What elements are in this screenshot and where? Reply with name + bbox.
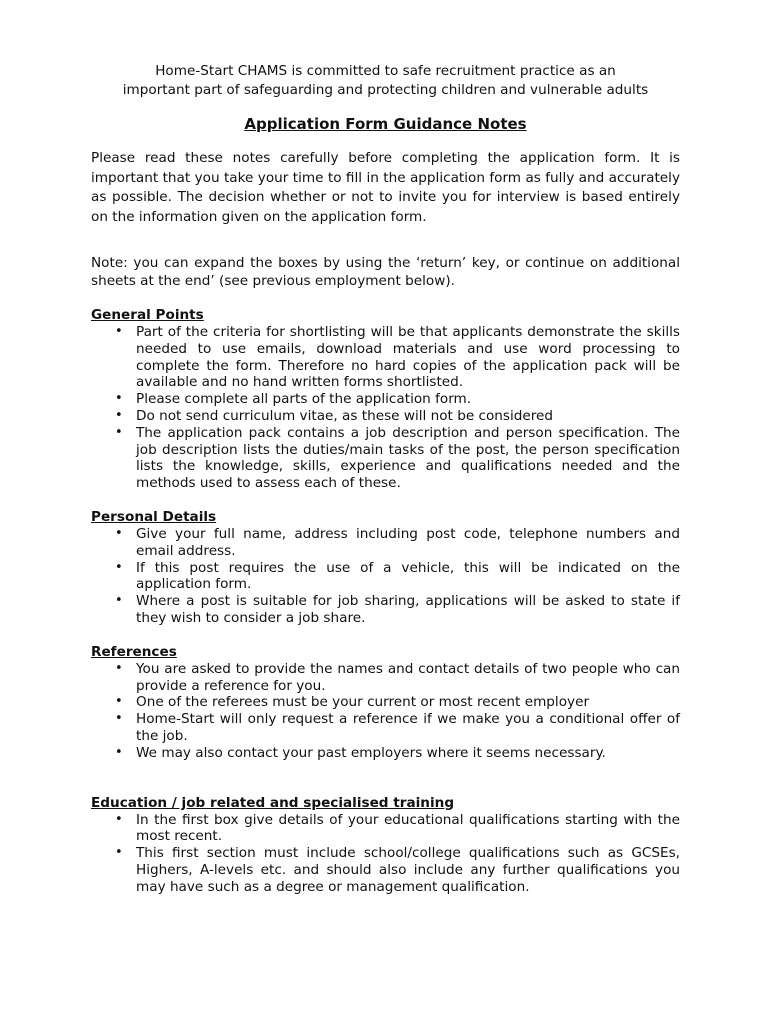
list-item — [91, 408, 680, 425]
bullet-icon: • — [115, 660, 123, 676]
list-item — [91, 425, 680, 492]
section-heading: Personal Details — [91, 508, 217, 525]
list-item-text: This first section must include school/college qualifications such as GCSEs, Highers, A-levels etc. and should also include any further qualifications you may have such as a degree or management qualification. — [136, 845, 680, 895]
list-item-text: The application pack contains a job description and person specification. The job description lists the duties/main tasks of the post, the person specification lists the knowledge, skills, experience and qualifications needed and the methods used to assess each of these. — [136, 424, 680, 492]
list-item-text: Part of the criteria for shortlisting will be that applicants demonstrate the skills needed to use emails, download materials and use word processing to complete the form. Therefore no hard copies of the application pack will be available and no hand written forms shortlisted. — [136, 324, 680, 391]
intro-line-1: Home-Start CHAMS is committed to safe recruitment practice as an — [155, 63, 616, 79]
list-item-text: We may also contact your past employers where it seems necessary. — [136, 744, 606, 761]
bullet-list — [91, 526, 680, 627]
bullet-icon: • — [115, 744, 123, 760]
intro-statement — [91, 62, 680, 100]
list-item — [91, 694, 680, 711]
list-item-text: Do not send curriculum vitae, as these will not be considered — [136, 407, 554, 424]
bullet-icon: • — [115, 407, 123, 423]
page-title: Application Form Guidance Notes — [244, 115, 527, 133]
section-heading: Education / job related and specialised training — [91, 794, 455, 811]
section-heading: General Points — [91, 307, 204, 323]
bullet-icon: • — [115, 811, 123, 827]
list-item — [91, 560, 680, 594]
list-item — [91, 324, 680, 391]
note-paragraph: Note: you can expand the boxes by using the ‘return’ key, or continue on additional sheets at the end’ (see previous employment below). — [91, 255, 680, 289]
section-general-points — [91, 307, 680, 492]
bullet-list — [91, 661, 680, 762]
bullet-icon: • — [115, 424, 123, 440]
list-item — [91, 526, 680, 560]
list-item — [91, 593, 680, 627]
bullet-icon: • — [115, 324, 123, 339]
bullet-list — [91, 812, 680, 896]
list-item-text: Where a post is suitable for job sharing, applications will be asked to state if they wish to consider a job share. — [136, 593, 680, 626]
list-item — [91, 711, 680, 745]
bullet-icon: • — [115, 711, 123, 727]
list-item — [91, 845, 680, 895]
list-item-text: You are asked to provide the names and contact details of two people who can provide a reference for you. — [136, 660, 680, 694]
section-heading: References — [91, 643, 177, 660]
list-item — [91, 745, 680, 762]
list-item-text: One of the referees must be your current or most recent employer — [136, 694, 590, 711]
intro-line-2: important part of safeguarding and protecting children and vulnerable adults — [122, 82, 649, 98]
bullet-icon: • — [115, 694, 123, 710]
list-item-text: If this post requires the use of a vehicle, this will be indicated on the application form. — [136, 559, 680, 593]
bullet-icon: • — [115, 559, 123, 575]
list-item — [91, 812, 680, 846]
list-item-text: In the first box give details of your educational qualifications starting with the most recent. — [136, 811, 680, 845]
list-item — [91, 661, 680, 695]
list-item-text: Please complete all parts of the application form. — [136, 391, 472, 408]
bullet-icon: • — [115, 845, 123, 861]
section-references — [91, 644, 680, 762]
intro-paragraph: Please read these notes carefully before completing the application form. It is important that you take your time to fill in the application form as fully and accurately as possible. The decision whether or not to invite you for interview is based entirely on the information given on the application form. — [91, 150, 680, 225]
list-item-text: Give your full name, address including post code, telephone numbers and email address. — [136, 525, 680, 559]
list-item — [91, 391, 680, 408]
bullet-icon: • — [115, 525, 123, 541]
bullet-icon: • — [115, 391, 123, 407]
section-personal-details — [91, 509, 680, 627]
bullet-list — [91, 324, 680, 492]
bullet-icon: • — [115, 593, 123, 609]
list-item-text: Home-Start will only request a reference if we make you a conditional offer of the job. — [136, 711, 680, 744]
section-education-training — [91, 795, 680, 896]
